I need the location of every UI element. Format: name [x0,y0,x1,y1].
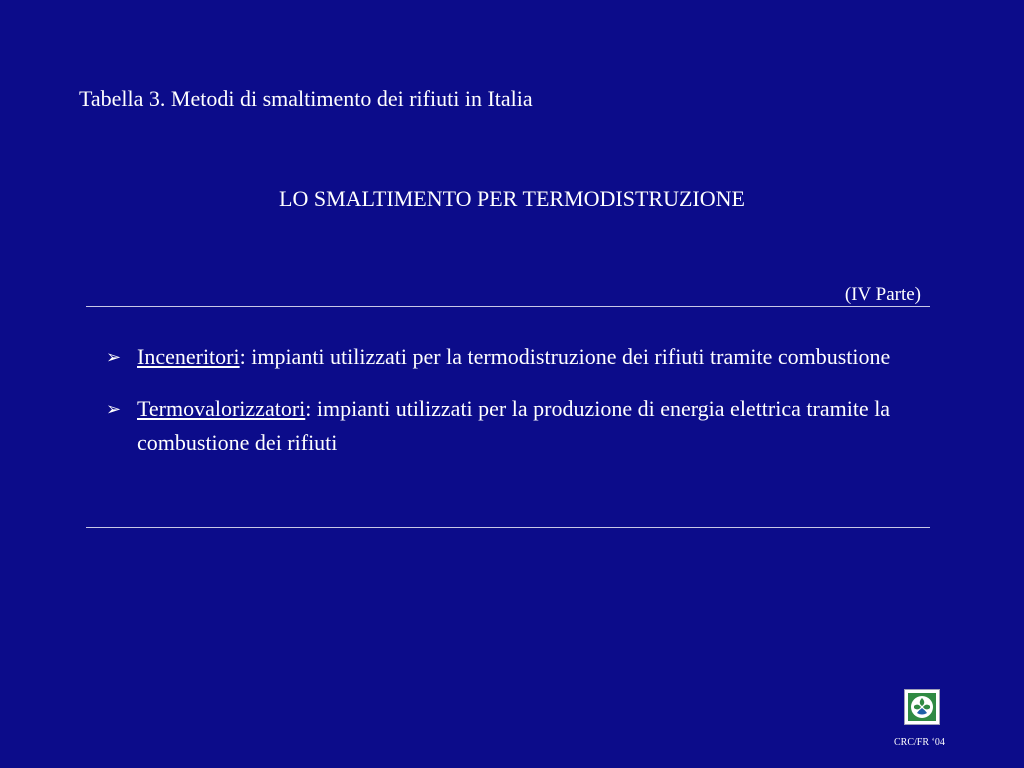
organization-logo-icon [904,689,940,725]
arrow-bullet-icon: ➢ [106,347,122,367]
bullet-item-inceneritori [106,340,906,374]
part-label: (IV Parte) [844,284,921,305]
arrow-bullet-icon: ➢ [106,399,122,419]
bullet-item-termovalorizzatori [106,392,906,460]
bottom-divider [86,527,930,528]
bullet-term: Termovalorizzatori [137,396,306,421]
table-caption: Tabella 3. Metodi di smaltimento dei rifiuti in Italia [79,86,533,111]
bullet-term: Inceneritori [137,344,240,369]
bullet-list [106,340,906,478]
top-divider [86,306,930,307]
footer-credit: CRC/FR ‘04 [894,737,945,748]
slide-heading: LO SMALTIMENTO PER TERMODISTRUZIONE [279,186,745,211]
bullet-text: : impianti utilizzati per la produzione di energia elettrica tramite la combustione dei rifiuti [137,396,891,455]
bullet-text: : impianti utilizzati per la termodistruzione dei rifiuti tramite combustione [239,344,891,369]
